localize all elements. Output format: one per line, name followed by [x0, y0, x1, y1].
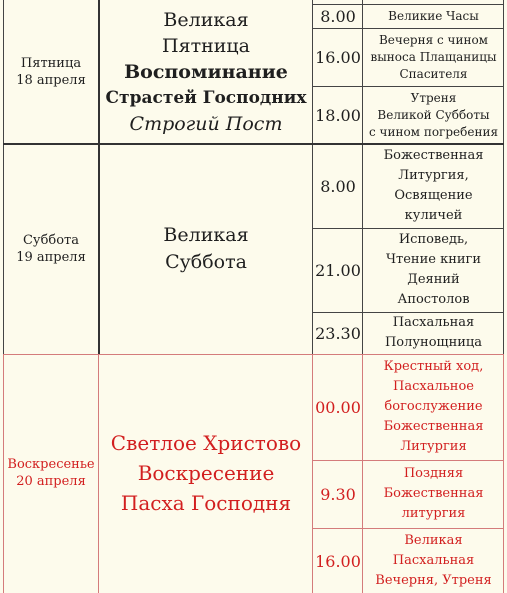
- time-cell: [314, 229, 362, 311]
- time-cell: [314, 87, 362, 143]
- service-name-line: богослужение: [384, 399, 483, 414]
- service-name-line: с чином погребения: [368, 124, 499, 139]
- day-cell-friday: [4, 0, 98, 143]
- time-cell: [314, 29, 362, 85]
- day-name: Воскресенье: [7, 457, 95, 472]
- feast-cell-saturday: [100, 145, 312, 353]
- service-time: 9.30: [320, 484, 356, 504]
- time-cell: [314, 313, 362, 353]
- grid-line: [312, 0, 313, 355]
- service-time: 00.00: [315, 397, 361, 417]
- feast-cell-friday: [100, 0, 312, 143]
- day-name: Пятница: [20, 55, 82, 71]
- service-name-line: Великой Субботы: [377, 107, 490, 122]
- time-cell: [314, 5, 362, 27]
- grid-line: [312, 4, 504, 5]
- service-time: 8.00: [320, 6, 356, 26]
- service-name-line: Утреня: [410, 90, 457, 105]
- day-date: 18 апреля: [16, 72, 86, 88]
- service-name-line: Божественная: [383, 419, 484, 434]
- service-name-line: куличей: [404, 208, 463, 223]
- day-cell-saturday: [4, 145, 98, 353]
- service-time: 16.00: [315, 47, 361, 67]
- service-cell: [364, 313, 503, 353]
- service-cell: [364, 461, 503, 527]
- feast-line: Пасха Господня: [120, 491, 292, 515]
- day-date: 19 апреля: [16, 250, 86, 265]
- service-name-line: Полунощница: [384, 335, 483, 350]
- service-name-line: Поздняя: [403, 466, 464, 481]
- service-name-line: Литургия: [400, 439, 467, 454]
- grid-line: [3, 354, 504, 355]
- feast-cell-sunday: [100, 355, 312, 593]
- feast-line: Пятница: [162, 34, 250, 57]
- service-cell: [364, 355, 503, 459]
- grid-line: [312, 528, 504, 529]
- feast-bold-line: Страстей Господних: [105, 87, 307, 108]
- service-name-line: литургия: [401, 506, 466, 521]
- day-name: Суббота: [22, 233, 80, 248]
- service-time: 23.30: [315, 323, 361, 343]
- service-name-line: Божественная: [383, 148, 484, 163]
- day-cell-sunday: [4, 355, 98, 593]
- service-name-line: Великие Часы: [388, 9, 479, 23]
- grid-line: [362, 355, 363, 593]
- grid-line: [3, 0, 4, 355]
- service-name-line: Пасхальная: [392, 315, 475, 330]
- grid-line: [98, 355, 99, 593]
- service-name-line: Освящение: [394, 188, 473, 203]
- service-name-line: Литургия,: [398, 168, 469, 183]
- time-cell: [314, 529, 362, 593]
- service-name-line: Чтение книги: [385, 252, 482, 267]
- time-cell: [314, 355, 362, 459]
- grid-line: [312, 86, 504, 87]
- grid-line: [312, 312, 504, 313]
- service-name-line: Крестный ход,: [383, 359, 484, 374]
- service-cell: [364, 87, 503, 143]
- grid-line: [3, 355, 4, 593]
- feast-line: Великая: [163, 8, 249, 31]
- grid-line: [503, 355, 504, 593]
- feast-line: Светлое Христово: [110, 431, 302, 455]
- grid-line: [503, 0, 504, 355]
- feast-line: Великая: [163, 224, 249, 246]
- service-name-line: Божественная: [383, 486, 484, 501]
- service-cell: [364, 145, 503, 227]
- service-name-line: Апостолов: [397, 292, 470, 307]
- service-cell: [364, 229, 503, 311]
- time-cell: [314, 145, 362, 227]
- feast-italic-note: Строгий Пост: [129, 112, 283, 135]
- grid-line: [98, 0, 100, 355]
- service-time: 16.00: [315, 551, 361, 571]
- grid-line: [3, 143, 504, 145]
- feast-line: Воскресение: [137, 461, 275, 485]
- grid-line: [312, 460, 504, 461]
- service-name-line: выноса Плащаницы: [370, 49, 497, 64]
- grid-line: [312, 355, 313, 593]
- service-cell: [364, 5, 503, 27]
- service-name-line: Вечерня с чином: [378, 32, 489, 47]
- service-name-line: Исповедь,: [398, 232, 469, 247]
- grid-line: [312, 28, 504, 29]
- service-time: 21.00: [315, 260, 361, 280]
- service-name-line: Спасителя: [399, 66, 468, 81]
- service-name-line: Пасхальное: [393, 379, 474, 394]
- feast-line: Суббота: [165, 251, 247, 273]
- service-name-line: Великая: [404, 533, 463, 548]
- service-time: 18.00: [315, 105, 361, 125]
- feast-bold-line: Воспоминание: [124, 60, 288, 83]
- service-time: 8.00: [320, 176, 356, 196]
- service-name-line: Деяний: [407, 272, 460, 287]
- day-date: 20 апреля: [16, 474, 86, 489]
- service-name-line: Пасхальная: [392, 553, 475, 568]
- service-cell: [364, 529, 503, 593]
- time-cell: [314, 461, 362, 527]
- grid-line: [312, 228, 504, 229]
- service-name-line: Вечерня, Утреня: [375, 573, 492, 588]
- grid-line: [362, 0, 363, 355]
- service-cell: [364, 29, 503, 85]
